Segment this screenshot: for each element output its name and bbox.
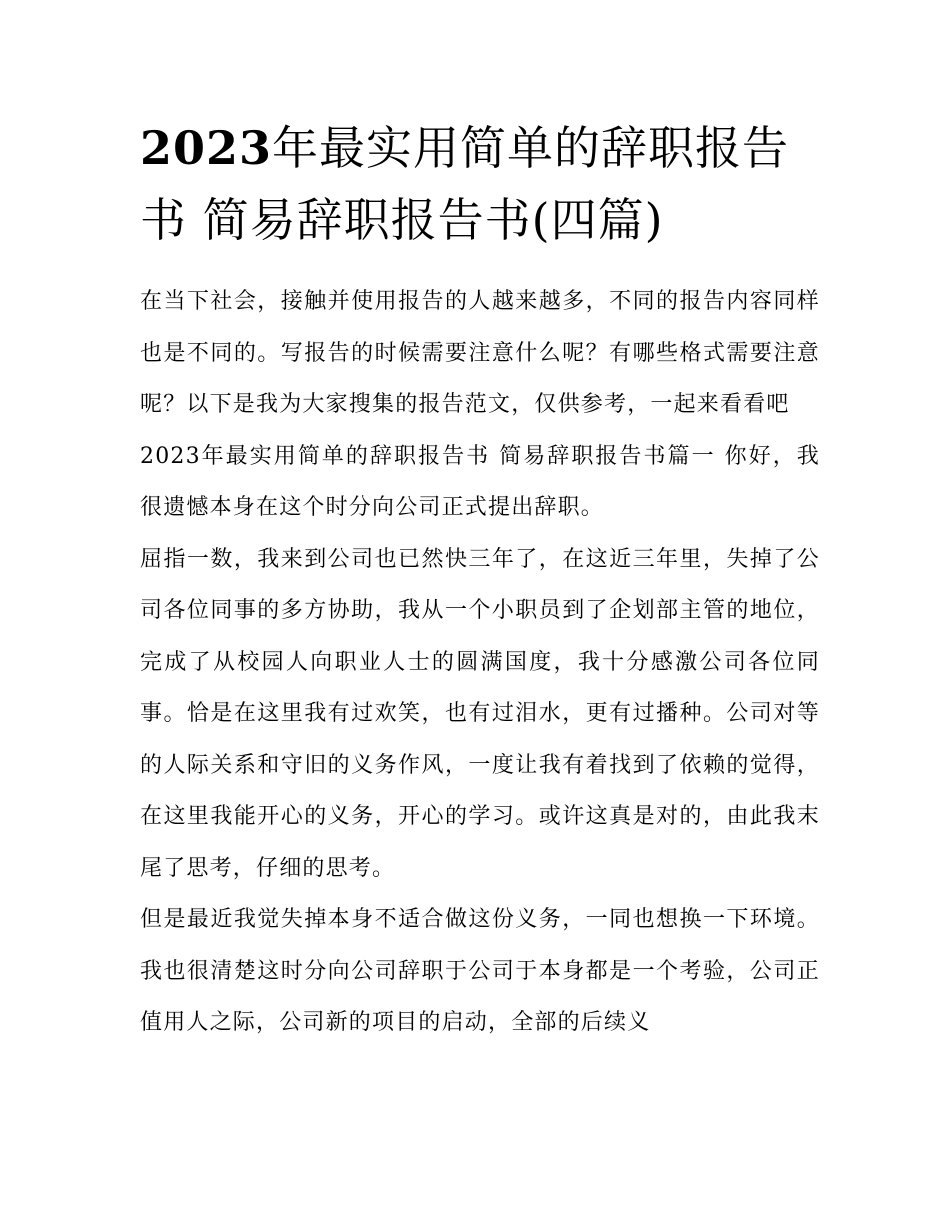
title-year: 2023 [140,121,273,175]
body-paragraph: 但是最近我觉失掉本身不适合做这份义务，一同也想换一下环境。我也很清楚这时分向公司辞职于公司于本身都是一个考验，公司正值用人之际，公司新的项目的启动，全部的后续义 [140,907,820,1035]
title-text: 年最实用简单的辞职报告书 简易辞职报告书(四篇) [140,121,790,247]
body-paragraph: 屈指一数，我来到公司也已然快三年了，在这近三年里，失掉了公司各位同事的多方协助，我从一个小职员到了企划部主管的地位，完成了从校园人向职业人士的圆满国度，我十分感激公司各位同事。恰是在这里我有过欢笑，也有过泪水，更有过播种。公司对等的人际关系和守旧的义务作风，一度让我有着找到了依赖的觉得，在这里我能开心的义务，开心的学习。或许这真是对的，由此我末尾了思考，仔细的思考。 [140,546,820,881]
intro-paragraph: 在当下社会，接触并使用报告的人越来越多，不同的报告内容同样也是不同的。写报告的时候需要注意什么呢？有哪些格式需要注意呢？以下是我为大家搜集的报告范文，仅供参考，一起来看看吧 [140,289,820,417]
document-body [140,276,820,1049]
section-heading-paragraph: 2023年最实用简单的辞职报告书 简易辞职报告书篇一 你好，我很遗憾本身在这个时分向公司正式提出辞职。 [140,443,820,520]
document-title [140,112,820,256]
